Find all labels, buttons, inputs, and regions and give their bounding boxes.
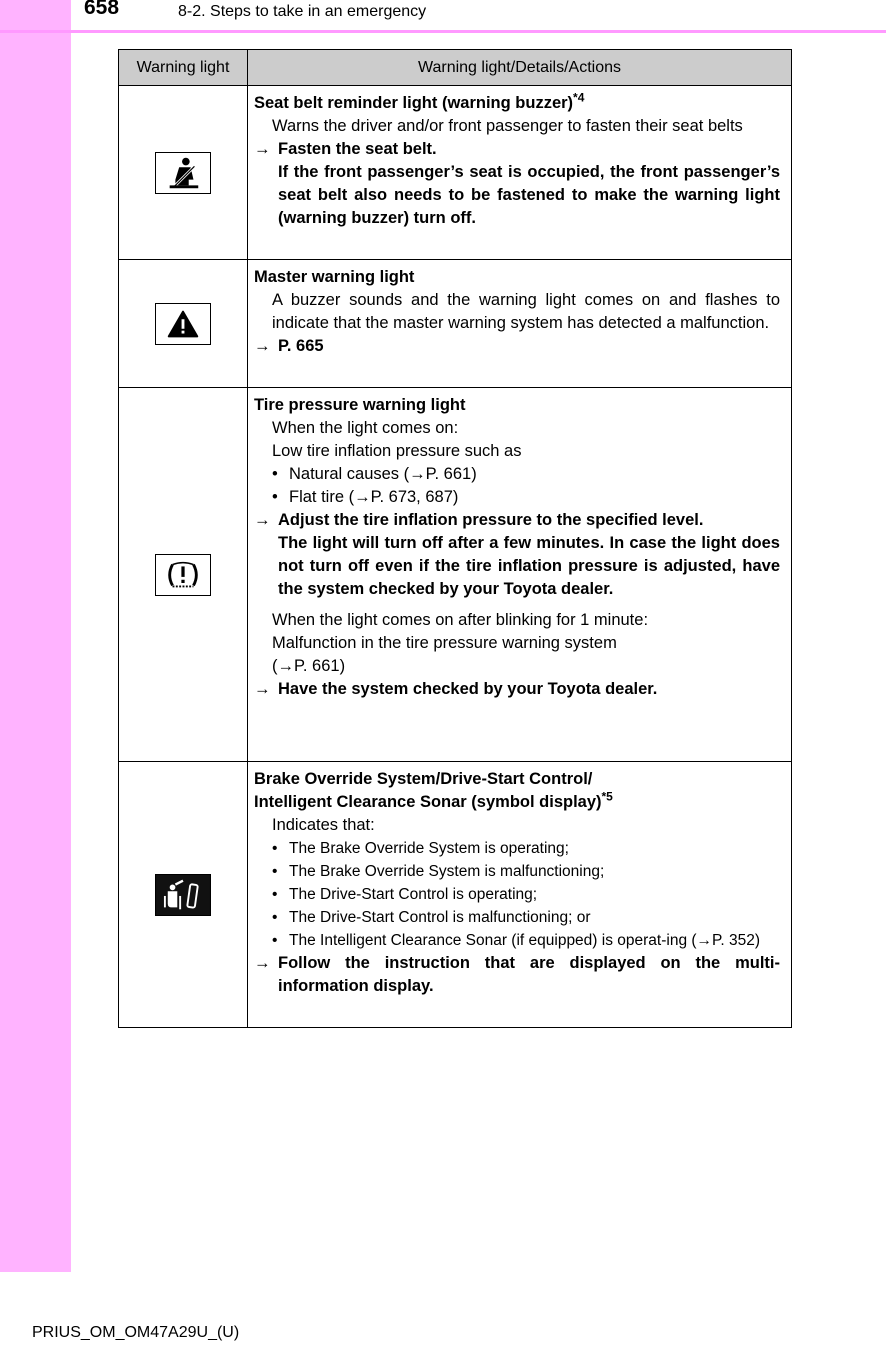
table-row [119,86,792,260]
intro-text: Indicates that: [272,816,375,834]
column-header-details: Warning light/Details/Actions [248,50,792,86]
table-row [119,260,792,388]
icon-cell [119,86,248,260]
tire-pressure-warning-icon [155,554,211,596]
row-action: → Adjust the tire inflation pressure to the specified level. [254,511,704,529]
table-row [119,388,792,762]
list-item: • The Drive-Start Control is malfunctioning; or [272,909,591,926]
section-title: 8-2. Steps to take in an emergency [178,3,427,20]
condition-text: When the light comes on after blinking for 1 minute: [272,611,649,629]
master-warning-icon [155,303,211,345]
row-title-line2: Intelligent Clearance Sonar (symbol display)$^{*5}$ [254,789,613,811]
brake-override-icon [155,874,211,916]
row-action-note: If the front passenger’s seat is occupied, the front passenger’s seat belt also needs to be fastened to make the warning light (warning buzzer) turn off. [278,163,780,227]
table-header-row [119,50,792,86]
details-cell [248,86,792,260]
cause-text: Malfunction in the tire pressure warning system [272,634,617,652]
header-rule [0,30,886,33]
cause-reference: (→P. 661) [272,657,346,675]
table-row [119,762,792,1028]
row-action-note: The light will turn off after a few minutes. In case the light does not turn off even if the tire inflation pressure is adjusted, have the system checked by your Toyota dealer. [278,534,780,598]
page-number: 658 [84,0,120,19]
details-cell [248,260,792,388]
list-item: • The Brake Override System is operating; [272,840,569,857]
row-action: → P. 665 [254,337,324,355]
seat-belt-reminder-icon [155,152,211,194]
row-action: → Follow the instruction that are displayed on the multi-information display. [254,954,780,995]
document-code: PRIUS_OM_OM47A29U_(U) [32,1324,240,1341]
cause-text: Low tire inflation pressure such as [272,442,522,460]
icon-cell [119,388,248,762]
row-action: → Have the system checked by your Toyota dealer. [254,680,658,698]
row-action: → Fasten the seat belt. [254,140,437,158]
list-item: • The Intelligent Clearance Sonar (if equipped) is operat-ing (→P. 352) [272,932,761,949]
details-cell [248,762,792,1028]
icon-cell [119,762,248,1028]
icon-cell [119,260,248,388]
list-item: • Flat tire (→P. 673, 687) [272,488,459,506]
side-tab-bar [0,0,71,1272]
row-description: A buzzer sounds and the warning light comes on and flashes to indicate that the master warning system has detected a malfunction. [272,291,780,332]
list-item: • Natural causes (→P. 661) [272,465,477,483]
row-title: Tire pressure warning light [254,396,466,414]
list-item: • The Drive-Start Control is operating; [272,886,538,903]
condition-text: When the light comes on: [272,419,459,437]
row-title: Brake Override System/Drive-Start Control/ [254,770,593,788]
details-cell [248,388,792,762]
row-title: Master warning light [254,268,415,286]
row-description: Warns the driver and/or front passenger to fasten their seat belts [272,117,743,135]
list-item: • The Brake Override System is malfunctioning; [272,863,605,880]
row-title: Seat belt reminder light (warning buzzer)$^{*4}$ [254,90,585,112]
warning-light-table [118,49,792,1028]
column-header-warning-light: Warning light [119,50,248,86]
